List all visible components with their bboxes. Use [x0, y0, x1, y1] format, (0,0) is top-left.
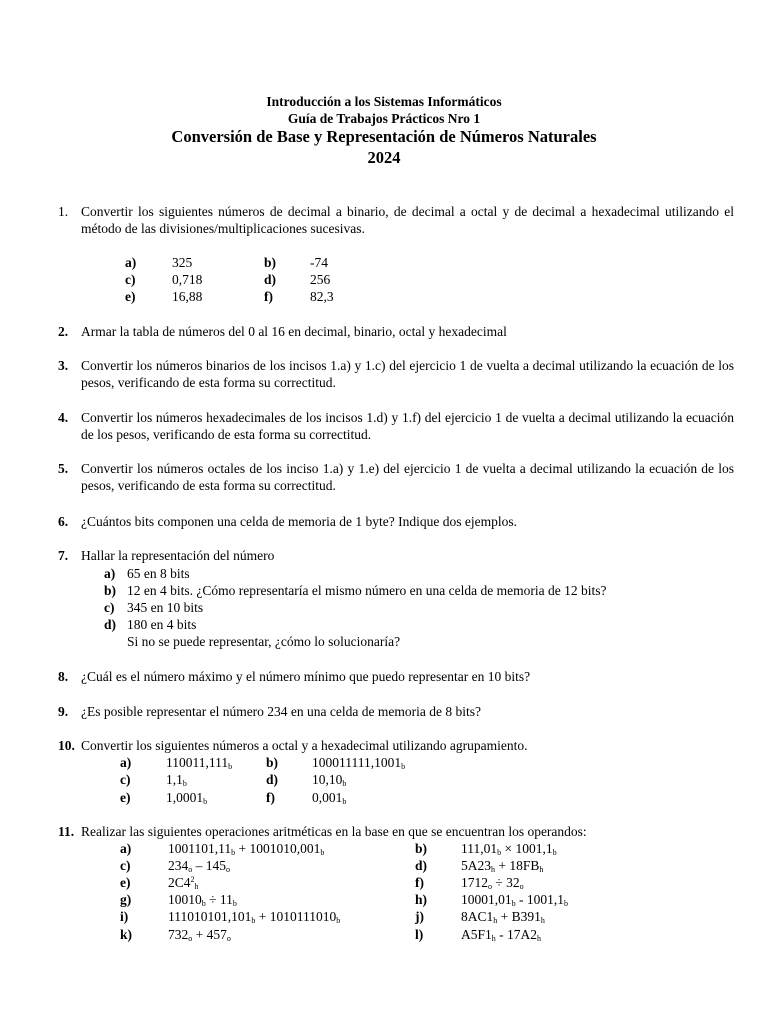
item-value: 325 — [172, 255, 193, 270]
item-label: b) — [104, 583, 117, 598]
operation: $234_o - 145_o$ — [168, 858, 230, 874]
exercise-number: 10. — [58, 738, 75, 753]
page-year: 2024 — [367, 148, 401, 167]
operation: $10001,01_b - 1001,1_b$ — [461, 892, 568, 908]
page-title: Conversión de Base y Representación de Números Naturales — [171, 127, 597, 146]
item-label: a) — [125, 255, 137, 270]
item-value: 16,88 — [172, 289, 203, 304]
exercise-number: 4. — [58, 410, 69, 425]
exercise-text: Convertir los números hexadecimales de los incisos 1.d) y 1.f) del ejercicio 1 de vuelta a decimal utilizando la ecuación de los pesos, verificando de esta forma su correctitud. — [81, 410, 734, 442]
item-value: $1,1_b$ — [166, 772, 187, 788]
exercise-number: 3. — [58, 358, 69, 373]
exercise-text: ¿Cuál es el número máximo y el número mínimo que puedo representar en 10 bits? — [81, 669, 531, 684]
item-label: d) — [104, 617, 117, 632]
exercise-8 — [58, 668, 734, 685]
item-label: f) — [415, 875, 424, 890]
item-label: c) — [104, 600, 115, 615]
item-label: a) — [104, 566, 116, 581]
item-label: e) — [120, 875, 131, 890]
item-value: -74 — [310, 255, 328, 270]
exercise-5 — [58, 460, 734, 494]
exercise-text: Convertir los números binarios de los incisos 1.a) y 1.c) del ejercicio 1 de vuelta a decimal utilizando la ecuación de los pesos, verificando de esta forma su correctitud. — [81, 358, 734, 390]
exercise-text: Convertir los siguientes números de decimal a binario, de decimal a octal y de decimal a hexadecimal utilizando el método de las divisiones/multiplicaciones sucesivas. — [81, 204, 734, 236]
exercise-text: Convertir los siguientes números a octal y a hexadecimal utilizando agrupamiento. — [81, 738, 528, 753]
item-label: f) — [266, 790, 275, 805]
item-label: c) — [125, 272, 136, 287]
operation: $2C4^2_h$ — [168, 875, 199, 891]
exercise-6 — [58, 513, 734, 530]
exercise-number: 1. — [58, 204, 69, 219]
item-label: l) — [415, 927, 424, 942]
exercise-10 — [58, 737, 734, 754]
exercise-2 — [58, 323, 734, 340]
exercise-text: Armar la tabla de números del 0 al 16 en decimal, binario, octal y hexadecimal — [81, 324, 507, 339]
item-label: a) — [120, 841, 132, 856]
item-value: 0,718 — [172, 272, 203, 287]
item-label: c) — [120, 858, 131, 873]
item-label: b) — [266, 755, 279, 770]
item-value: $10,10_b$ — [312, 772, 347, 788]
operation: $10010_b \div 11_b$ — [168, 892, 237, 908]
exercise-number: 9. — [58, 704, 69, 719]
item-value: $1,0001_b$ — [166, 790, 208, 806]
item-value: $110011,111_b$ — [166, 755, 233, 771]
item-label: d) — [415, 858, 428, 873]
exercise-3 — [58, 357, 734, 391]
exercise-number: 2. — [58, 324, 69, 339]
item-text: 345 en 10 bits — [127, 600, 204, 615]
item-label: e) — [120, 790, 131, 805]
item-value: 82,3 — [310, 289, 334, 304]
exercise-text: Convertir los números octales de los inciso 1.a) y 1.e) del ejercicio 1 de vuelta a decimal utilizando la ecuación de los pesos, verificando de esta forma su correctitud. — [81, 461, 734, 493]
item-label: c) — [120, 772, 131, 787]
exercise-7 — [58, 547, 734, 564]
operation: $1001101,11_b + 1001010,001_b$ — [168, 841, 325, 857]
exercise-text: ¿Es posible representar el número 234 en una celda de memoria de 8 bits? — [81, 704, 481, 719]
operation: $1712_o \div 32_o$ — [461, 875, 524, 891]
guide-title: Guía de Trabajos Prácticos Nro 1 — [287, 111, 481, 126]
exercise-number: 6. — [58, 514, 69, 529]
operation: $5A23_h + 18FB_h$ — [461, 858, 544, 874]
exercise-text: Realizar las siguientes operaciones aritméticas en la base en que se encuentran los operandos: — [81, 824, 587, 839]
exercise-number: 11. — [58, 824, 75, 839]
operation: $8AC1_h + B391_h$ — [461, 909, 545, 925]
exercise-11 — [58, 823, 734, 840]
operation: $732_o + 457_o$ — [168, 927, 231, 943]
course-title: Introducción a los Sistemas Informáticos — [266, 94, 502, 109]
exercise-text: Hallar la representación del número — [81, 548, 275, 563]
operation: $111010101,101_b + 1010111010_b$ — [168, 909, 341, 925]
item-label: i) — [120, 909, 129, 924]
item-label: f) — [264, 289, 273, 304]
item-label: k) — [120, 927, 133, 942]
item-label: g) — [120, 892, 132, 907]
exercise-number: 5. — [58, 461, 69, 476]
item-label: b) — [264, 255, 277, 270]
operation: $111,01_b \times 1001,1_b$ — [461, 841, 557, 857]
item-label: d) — [264, 272, 277, 287]
item-value: 256 — [310, 272, 331, 287]
item-text: 180 en 4 bits — [127, 617, 197, 632]
item-text: 65 en 8 bits — [127, 566, 190, 581]
item-label: d) — [266, 772, 279, 787]
exercise-number: 8. — [58, 669, 69, 684]
exercise-9 — [58, 703, 734, 720]
exercise-1 — [58, 203, 734, 237]
item-text: 12 en 4 bits. ¿Cómo representaría el mismo número en una celda de memoria de 12 bits? — [127, 583, 607, 598]
exercise-4 — [58, 409, 734, 443]
exercise-number: 7. — [58, 548, 69, 563]
ex7-note: Si no se puede representar, ¿cómo lo solucionaría? — [127, 634, 401, 649]
item-value: $100011111,1001_b$ — [312, 755, 406, 771]
item-label: b) — [415, 841, 428, 856]
item-value: $0,001_b$ — [312, 790, 347, 806]
item-label: j) — [415, 909, 424, 924]
operation: $A5F1_h - 17A2_h$ — [461, 927, 542, 943]
item-label: h) — [415, 892, 428, 907]
exercise-text: ¿Cuántos bits componen una celda de memoria de 1 byte? Indique dos ejemplos. — [81, 514, 518, 529]
item-label: a) — [120, 755, 132, 770]
item-label: e) — [125, 289, 136, 304]
